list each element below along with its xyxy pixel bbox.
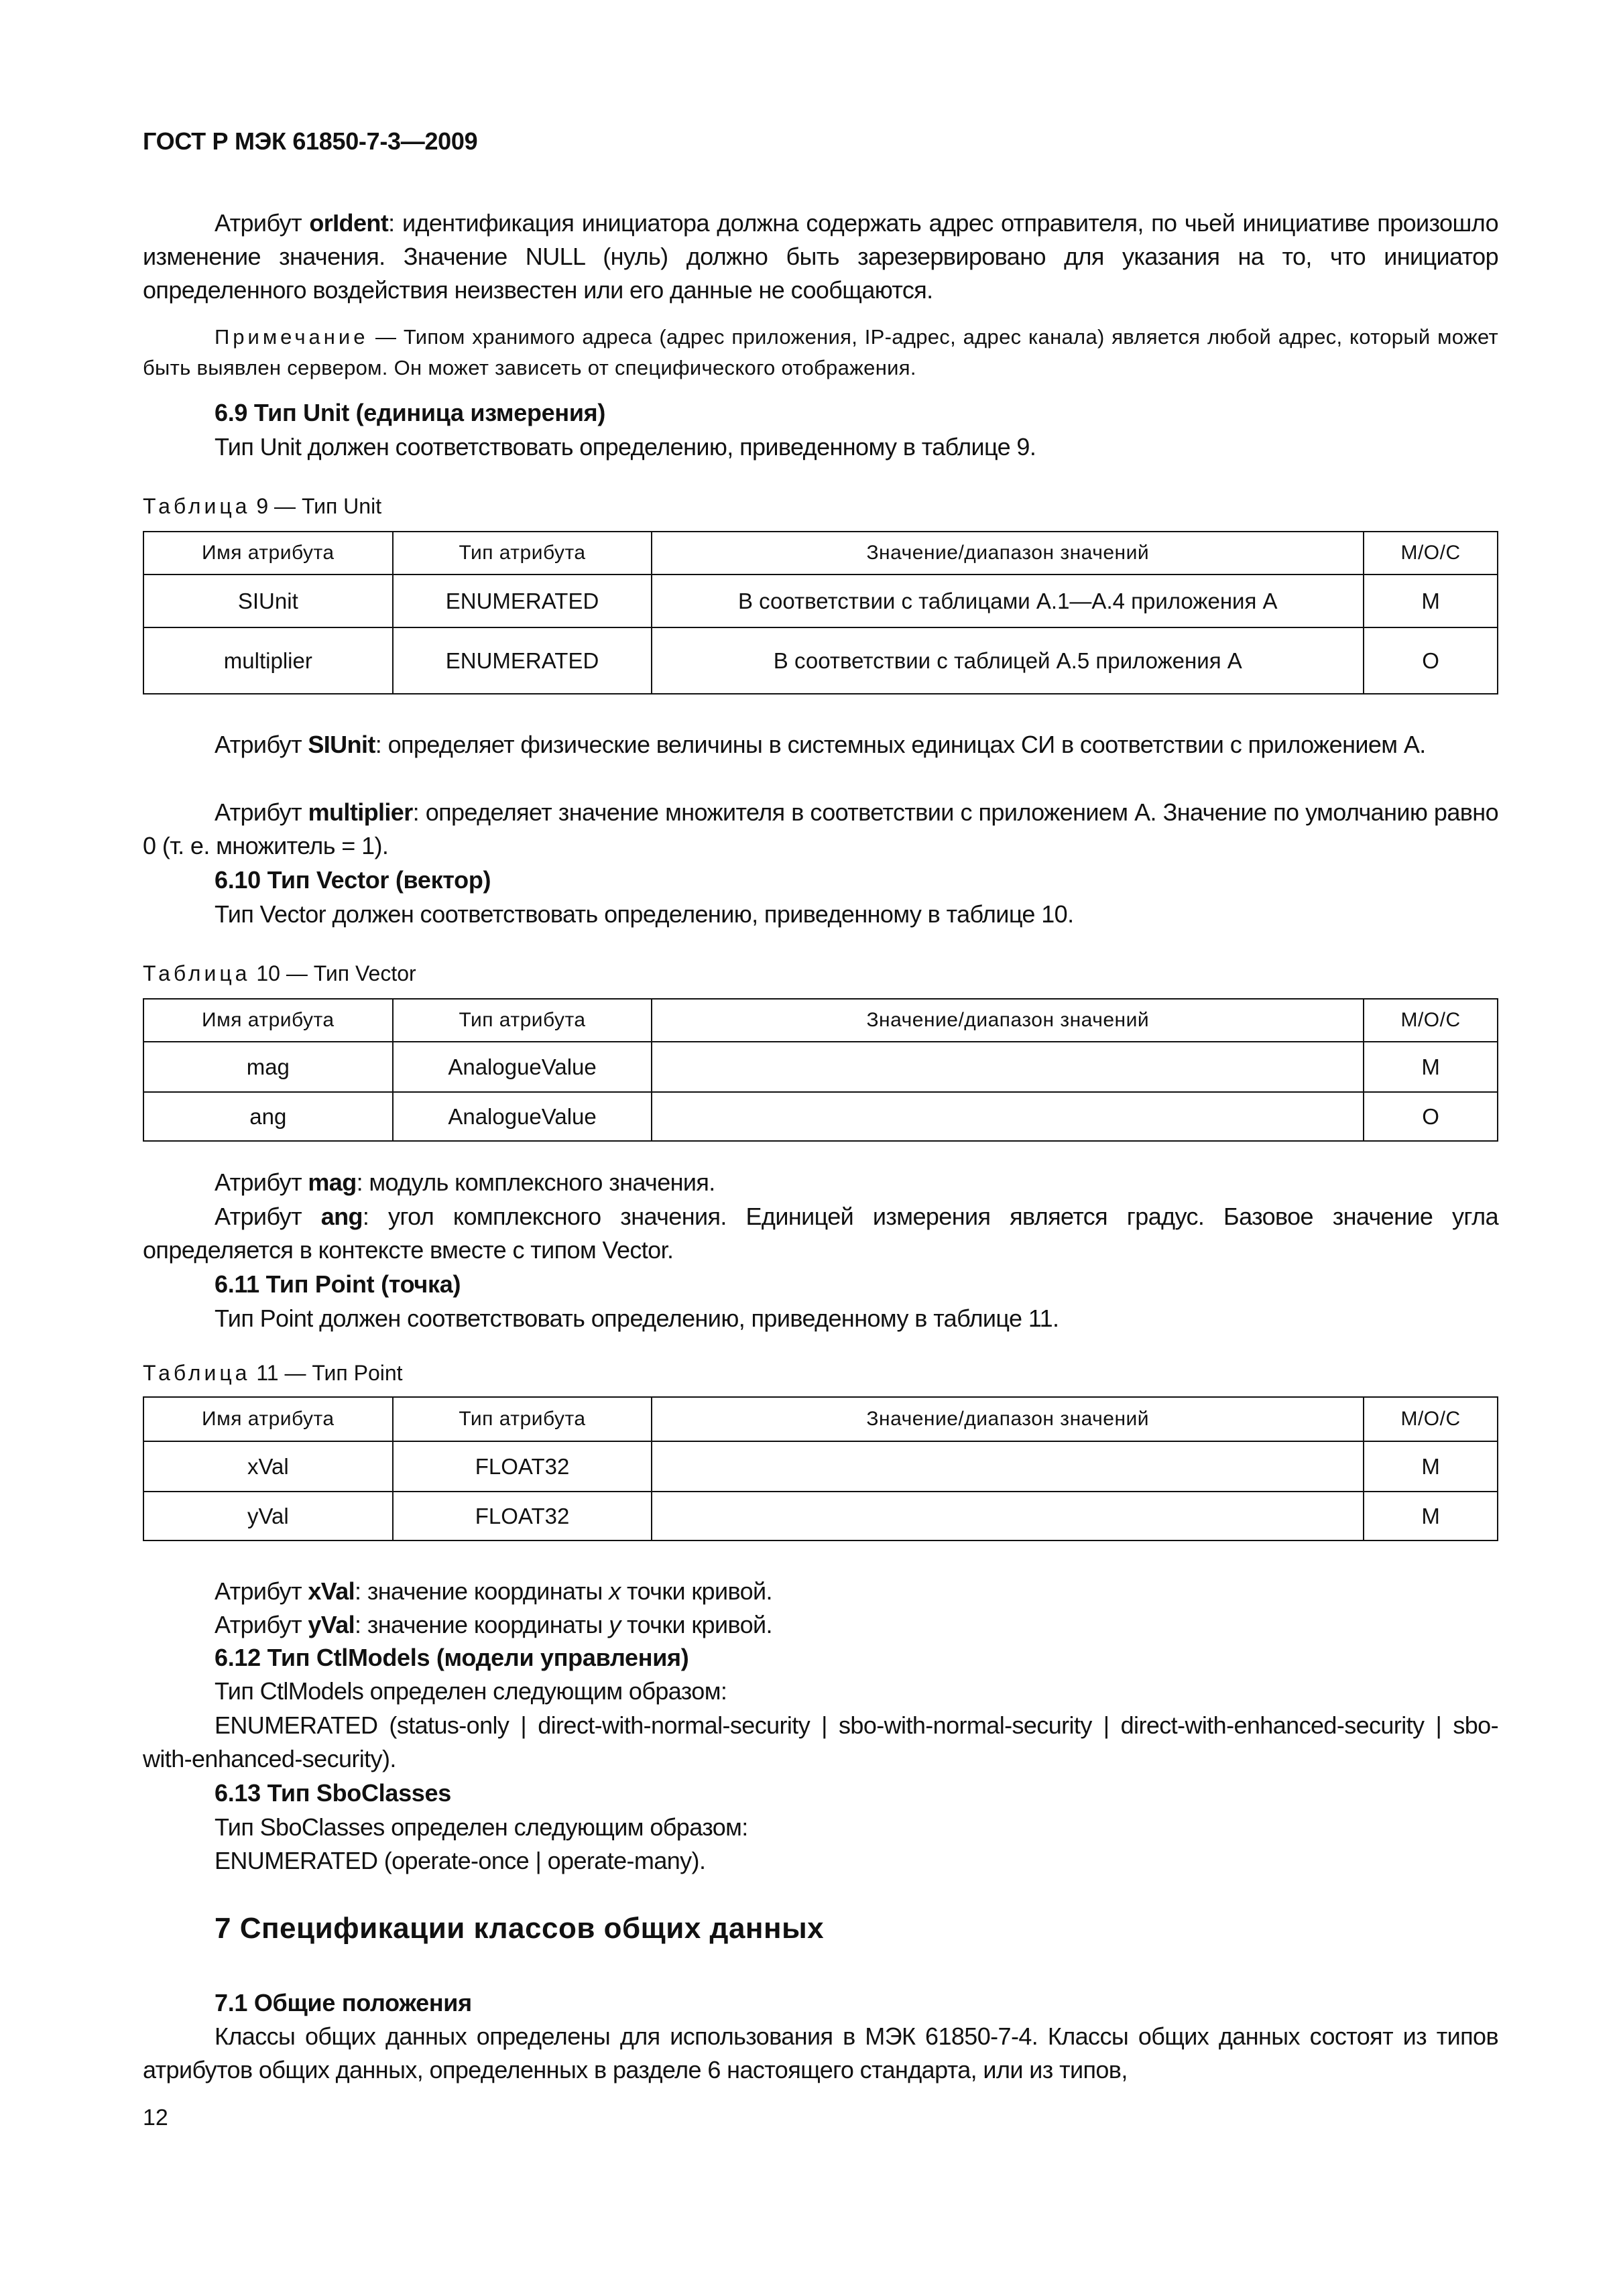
cell: FLOAT32 xyxy=(393,1441,652,1492)
text: : определяет физические величины в системных единицах СИ в соответствии с приложением А. xyxy=(375,731,1426,758)
table-row xyxy=(143,1441,1498,1492)
text: : модуль комплексного значения. xyxy=(356,1168,715,1196)
document-header: ГОСТ Р МЭК 61850-7-3—2009 xyxy=(143,127,478,155)
term: mag xyxy=(308,1168,357,1196)
section-text: Тип Unit должен соответствовать определению, приведенному в таблице 9. xyxy=(215,433,1036,461)
term: SIUnit xyxy=(308,731,375,758)
cell: M xyxy=(1364,1441,1498,1492)
term: yVal xyxy=(308,1611,355,1638)
section-heading-7-1: 7.1 Общие положения xyxy=(215,1989,472,2016)
table-caption xyxy=(143,1360,1498,1386)
text: : значение координаты xyxy=(355,1577,609,1605)
cell: ENUMERATED xyxy=(393,627,652,694)
cell: M xyxy=(1364,1042,1498,1092)
text: : идентификация инициатора должна содержать адрес отправителя, по чьей инициативе произошло изменение значения. Значение NULL (нуль) должно быть зарезервировано для указания на то, что инициатор определенного воздействия неизвестен или его данные не сообщаются. xyxy=(143,209,1498,304)
table-row xyxy=(143,1092,1498,1141)
caption-label: Таблица xyxy=(143,961,251,985)
paragraph-multiplier xyxy=(143,796,1498,863)
table-row xyxy=(143,627,1498,694)
table-9 xyxy=(143,531,1498,694)
text: Атрибут xyxy=(215,798,308,826)
paragraph-ang xyxy=(143,1200,1498,1267)
paragraph-xval xyxy=(143,1575,1498,1608)
cell: O xyxy=(1364,627,1498,694)
cell: multiplier xyxy=(143,627,393,694)
caption-text: 11 — Тип Point xyxy=(250,1361,403,1385)
note-text: — Типом хранимого адреса (адрес приложения, IP-адрес, адрес канала) является любой адрес, который может быть выявлен сервером. Он может зависеть от специфического отображения. xyxy=(143,325,1498,379)
paragraph-mag xyxy=(143,1166,1498,1199)
table-header-row xyxy=(143,999,1498,1042)
text: Атрибут xyxy=(215,1577,308,1605)
table-caption xyxy=(143,960,1498,987)
header-cell: M/O/C xyxy=(1364,999,1498,1042)
page-number: 12 xyxy=(143,2105,168,2130)
text: Атрибут xyxy=(215,1168,308,1196)
header-cell: Имя атрибута xyxy=(143,1397,393,1441)
cell: O xyxy=(1364,1092,1498,1141)
cell: SIUnit xyxy=(143,575,393,627)
table-row xyxy=(143,1042,1498,1092)
section-text: Тип Point должен соответствовать определению, приведенному в таблице 11. xyxy=(215,1305,1059,1332)
section-text: Тип Vector должен соответствовать определению, приведенному в таблице 10. xyxy=(215,900,1074,928)
note-label: Примечание xyxy=(215,325,369,349)
header-cell: M/O/C xyxy=(1364,532,1498,575)
cell: yVal xyxy=(143,1492,393,1540)
section-heading-6-10: 6.10 Тип Vector (вектор) xyxy=(215,866,491,894)
cell: ang xyxy=(143,1092,393,1141)
section-heading-6-13: 6.13 Тип SboClasses xyxy=(215,1779,451,1807)
text: : угол комплексного значения. Единицей измерения является градус. Базовое значение угла определяется в контексте вместе с типом Vector. xyxy=(143,1203,1498,1264)
note xyxy=(143,322,1498,383)
paragraph-siunit xyxy=(143,728,1498,762)
caption-text: 10 — Тип Vector xyxy=(250,961,416,985)
header-cell: Имя атрибута xyxy=(143,999,393,1042)
term: multiplier xyxy=(308,798,413,826)
text: точки кривой. xyxy=(620,1577,772,1605)
text: Атрибут xyxy=(215,731,308,758)
header-cell: Тип атрибута xyxy=(393,1397,652,1441)
cell: mag xyxy=(143,1042,393,1092)
caption-text: 9 — Тип Unit xyxy=(250,494,382,518)
header-cell: Значение/диапазон значений xyxy=(652,1397,1364,1441)
cell: AnalogueValue xyxy=(393,1042,652,1092)
cell xyxy=(652,1441,1364,1492)
term: orIdent xyxy=(309,209,389,237)
caption-label: Таблица xyxy=(143,1361,251,1385)
header-cell: Тип атрибута xyxy=(393,532,652,575)
text: Атрибут xyxy=(215,1203,321,1230)
cell: В соответствии с таблицей А.5 приложения А xyxy=(652,627,1364,694)
text: точки кривой. xyxy=(620,1611,772,1638)
table-11 xyxy=(143,1396,1498,1541)
enum-ctlmodels: ENUMERATED (status-only | direct-with-normal-security | sbo-with-normal-security | direct-with-enhanced-security | sbo-with-enhanced-security). xyxy=(143,1711,1498,1772)
section-text: Классы общих данных определены для использования в МЭК 61850-7-4. Классы общих данных состоят из типов атрибутов общих данных, определенных в разделе 6 настоящего стандарта, или из типов, xyxy=(143,2022,1498,2083)
table-10 xyxy=(143,998,1498,1142)
table-row xyxy=(143,1492,1498,1540)
section-text: Тип CtlModels определен следующим образом: xyxy=(215,1677,727,1705)
term: ang xyxy=(320,1203,363,1230)
cell: M xyxy=(1364,1492,1498,1540)
cell: В соответствии с таблицами А.1—А.4 приложения А xyxy=(652,575,1364,627)
text: Атрибут xyxy=(215,1611,308,1638)
section-heading-7: 7 Спецификации классов общих данных xyxy=(215,1912,825,1945)
paragraph-yval xyxy=(143,1608,1498,1642)
header-cell: Значение/диапазон значений xyxy=(652,532,1364,575)
header-cell: Имя атрибута xyxy=(143,532,393,575)
header-cell: Тип атрибута xyxy=(393,999,652,1042)
cell xyxy=(652,1042,1364,1092)
cell xyxy=(652,1492,1364,1540)
term: xVal xyxy=(308,1577,355,1605)
table-header-row xyxy=(143,532,1498,575)
text: : определяет значение множителя в соответствии с приложением А. Значение по умолчанию равно 0 (т. е. множитель = 1). xyxy=(143,798,1498,859)
cell xyxy=(652,1092,1364,1141)
cell: xVal xyxy=(143,1441,393,1492)
paragraph-orident xyxy=(143,206,1498,307)
table-header-row xyxy=(143,1397,1498,1441)
header-cell: M/O/C xyxy=(1364,1397,1498,1441)
text: : значение координаты xyxy=(355,1611,609,1638)
section-heading-6-9: 6.9 Тип Unit (единица измерения) xyxy=(215,399,606,426)
cell: M xyxy=(1364,575,1498,627)
text: Атрибут xyxy=(215,209,310,237)
cell: AnalogueValue xyxy=(393,1092,652,1141)
caption-label: Таблица xyxy=(143,494,251,518)
table-row xyxy=(143,575,1498,627)
variable: y xyxy=(609,1611,621,1638)
cell: FLOAT32 xyxy=(393,1492,652,1540)
section-heading-6-11: 6.11 Тип Point (точка) xyxy=(215,1270,461,1298)
cell: ENUMERATED xyxy=(393,575,652,627)
header-cell: Значение/диапазон значений xyxy=(652,999,1364,1042)
table-caption xyxy=(143,493,1498,520)
variable: x xyxy=(609,1577,621,1605)
section-text: Тип SboClasses определен следующим образом: xyxy=(215,1813,748,1841)
section-heading-6-12: 6.12 Тип CtlModels (модели управления) xyxy=(215,1644,689,1671)
enum-sboclasses: ENUMERATED (operate-once | operate-many). xyxy=(215,1847,706,1874)
